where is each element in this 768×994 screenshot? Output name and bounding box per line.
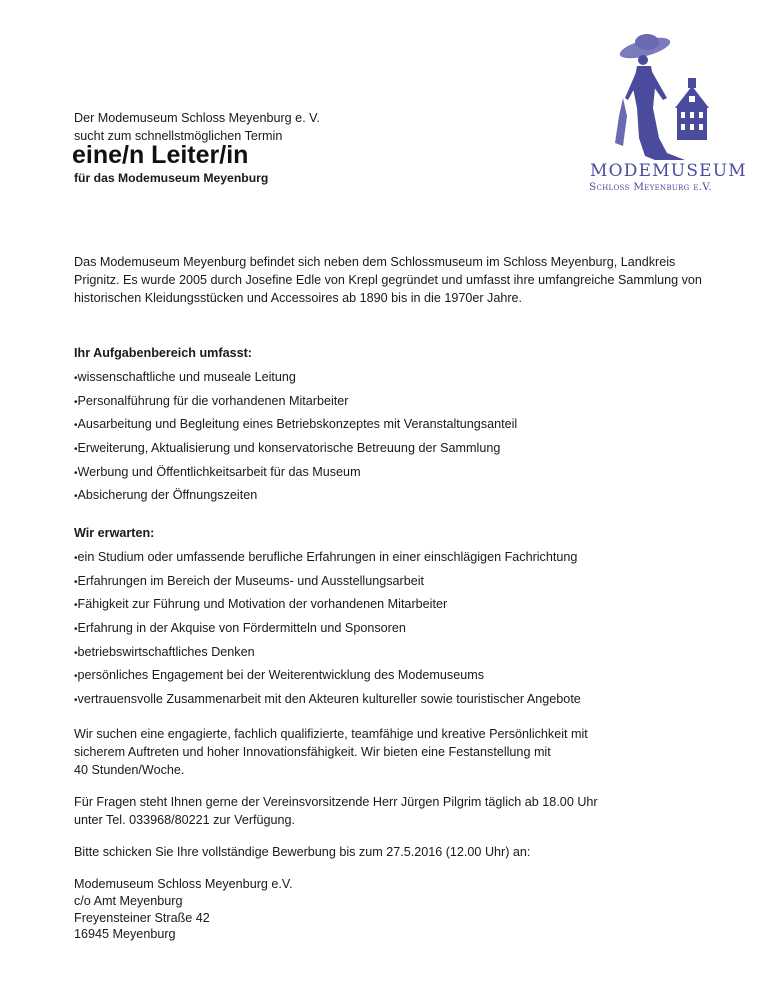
contact-line-2: unter Tel. 033968/80221 zur Verfügung. (74, 813, 296, 828)
umbrella-icon (615, 98, 627, 146)
castle-icon (675, 78, 709, 140)
tasks-heading: Ihr Aufgabenbereich umfasst: (74, 346, 252, 360)
offer-paragraph (74, 725, 714, 780)
list-item: • Ausarbeitung und Begleitung eines Betriebskonzeptes mit Veranstaltungsanteil (74, 415, 517, 439)
postal-address (74, 876, 293, 943)
list-item: • vertrauensvolle Zusammenarbeit mit den Akteuren kultureller sowie touristischer Angebote (74, 690, 581, 714)
list-item: • Erfahrung in der Akquise von Fördermitteln und Sponsoren (74, 619, 581, 643)
museum-description: Das Modemuseum Meyenburg befindet sich neben dem Schlossmuseum im Schloss Meyenburg, Landkreis Prignitz. Es wurde 2005 durch Josefine Edle von Krepl gegründet und umfasst ihre umfangreiche Sammlung von historischen Kleidungsstücken und Accessoires ab 1890 bis in die 1970er Jahre. (74, 255, 702, 306)
address-line-4: 16945 Meyenburg (74, 927, 176, 942)
list-item: • ein Studium oder umfassende berufliche Erfahrungen in einer einschlägigen Fachrichtung (74, 548, 581, 572)
page-title: eine/n Leiter/in (72, 141, 249, 169)
intro-line-1: Der Modemuseum Schloss Meyenburg e. V. (74, 111, 320, 125)
application-instruction: Bitte schicken Sie Ihre vollständige Bewerbung bis zum 27.5.2016 (12.00 Uhr) an: (74, 845, 531, 859)
logo-subline: Schloss Meyenburg e.V. (589, 181, 712, 193)
contact-paragraph (74, 793, 714, 829)
list-item: • persönliches Engagement bei der Weiterentwicklung des Modemuseums (74, 666, 581, 690)
list-item: • Erfahrungen im Bereich der Museums- und Ausstellungsarbeit (74, 572, 581, 596)
expectations-heading: Wir erwarten: (74, 526, 155, 540)
intro-line-2: sucht zum schnellstmöglichen Termin (74, 129, 283, 143)
list-item: • betriebswirtschaftliches Denken (74, 643, 581, 667)
expectations-list (74, 548, 581, 714)
intro-text (74, 109, 320, 145)
offer-line-2: sicherem Auftreten und hoher Innovationsfähigkeit. Wir bieten eine Festanstellung mit (74, 745, 551, 760)
tasks-list (74, 368, 517, 510)
list-item: • Personalführung für die vorhandenen Mitarbeiter (74, 392, 517, 416)
list-item: • Absicherung der Öffnungszeiten (74, 486, 517, 510)
list-item: • wissenschaftliche und museale Leitung (74, 368, 517, 392)
offer-line-3: 40 Stunden/Woche. (74, 763, 185, 778)
page-subtitle: für das Modemuseum Meyenburg (74, 171, 269, 185)
offer-line-1: Wir suchen eine engagierte, fachlich qualifizierte, teamfähige und kreative Persönlichkeit mit (74, 727, 588, 741)
list-item: • Erweiterung, Aktualisierung und konservatorische Betreuung der Sammlung (74, 439, 517, 463)
address-line-2: c/o Amt Meyenburg (74, 893, 183, 908)
address-line-3: Freyensteiner Straße 42 (74, 910, 210, 925)
contact-line-1: Für Fragen steht Ihnen gerne der Vereinsvorsitzende Herr Jürgen Pilgrim täglich ab 18.00 Uhr (74, 795, 598, 809)
list-item: • Werbung und Öffentlichkeitsarbeit für das Museum (74, 463, 517, 487)
logo-wordmark: MODEMUSEUM (590, 161, 747, 181)
address-line-1: Modemuseum Schloss Meyenburg e.V. (74, 877, 293, 891)
list-item: • Fähigkeit zur Führung und Motivation der vorhandenen Mitarbeiter (74, 595, 581, 619)
